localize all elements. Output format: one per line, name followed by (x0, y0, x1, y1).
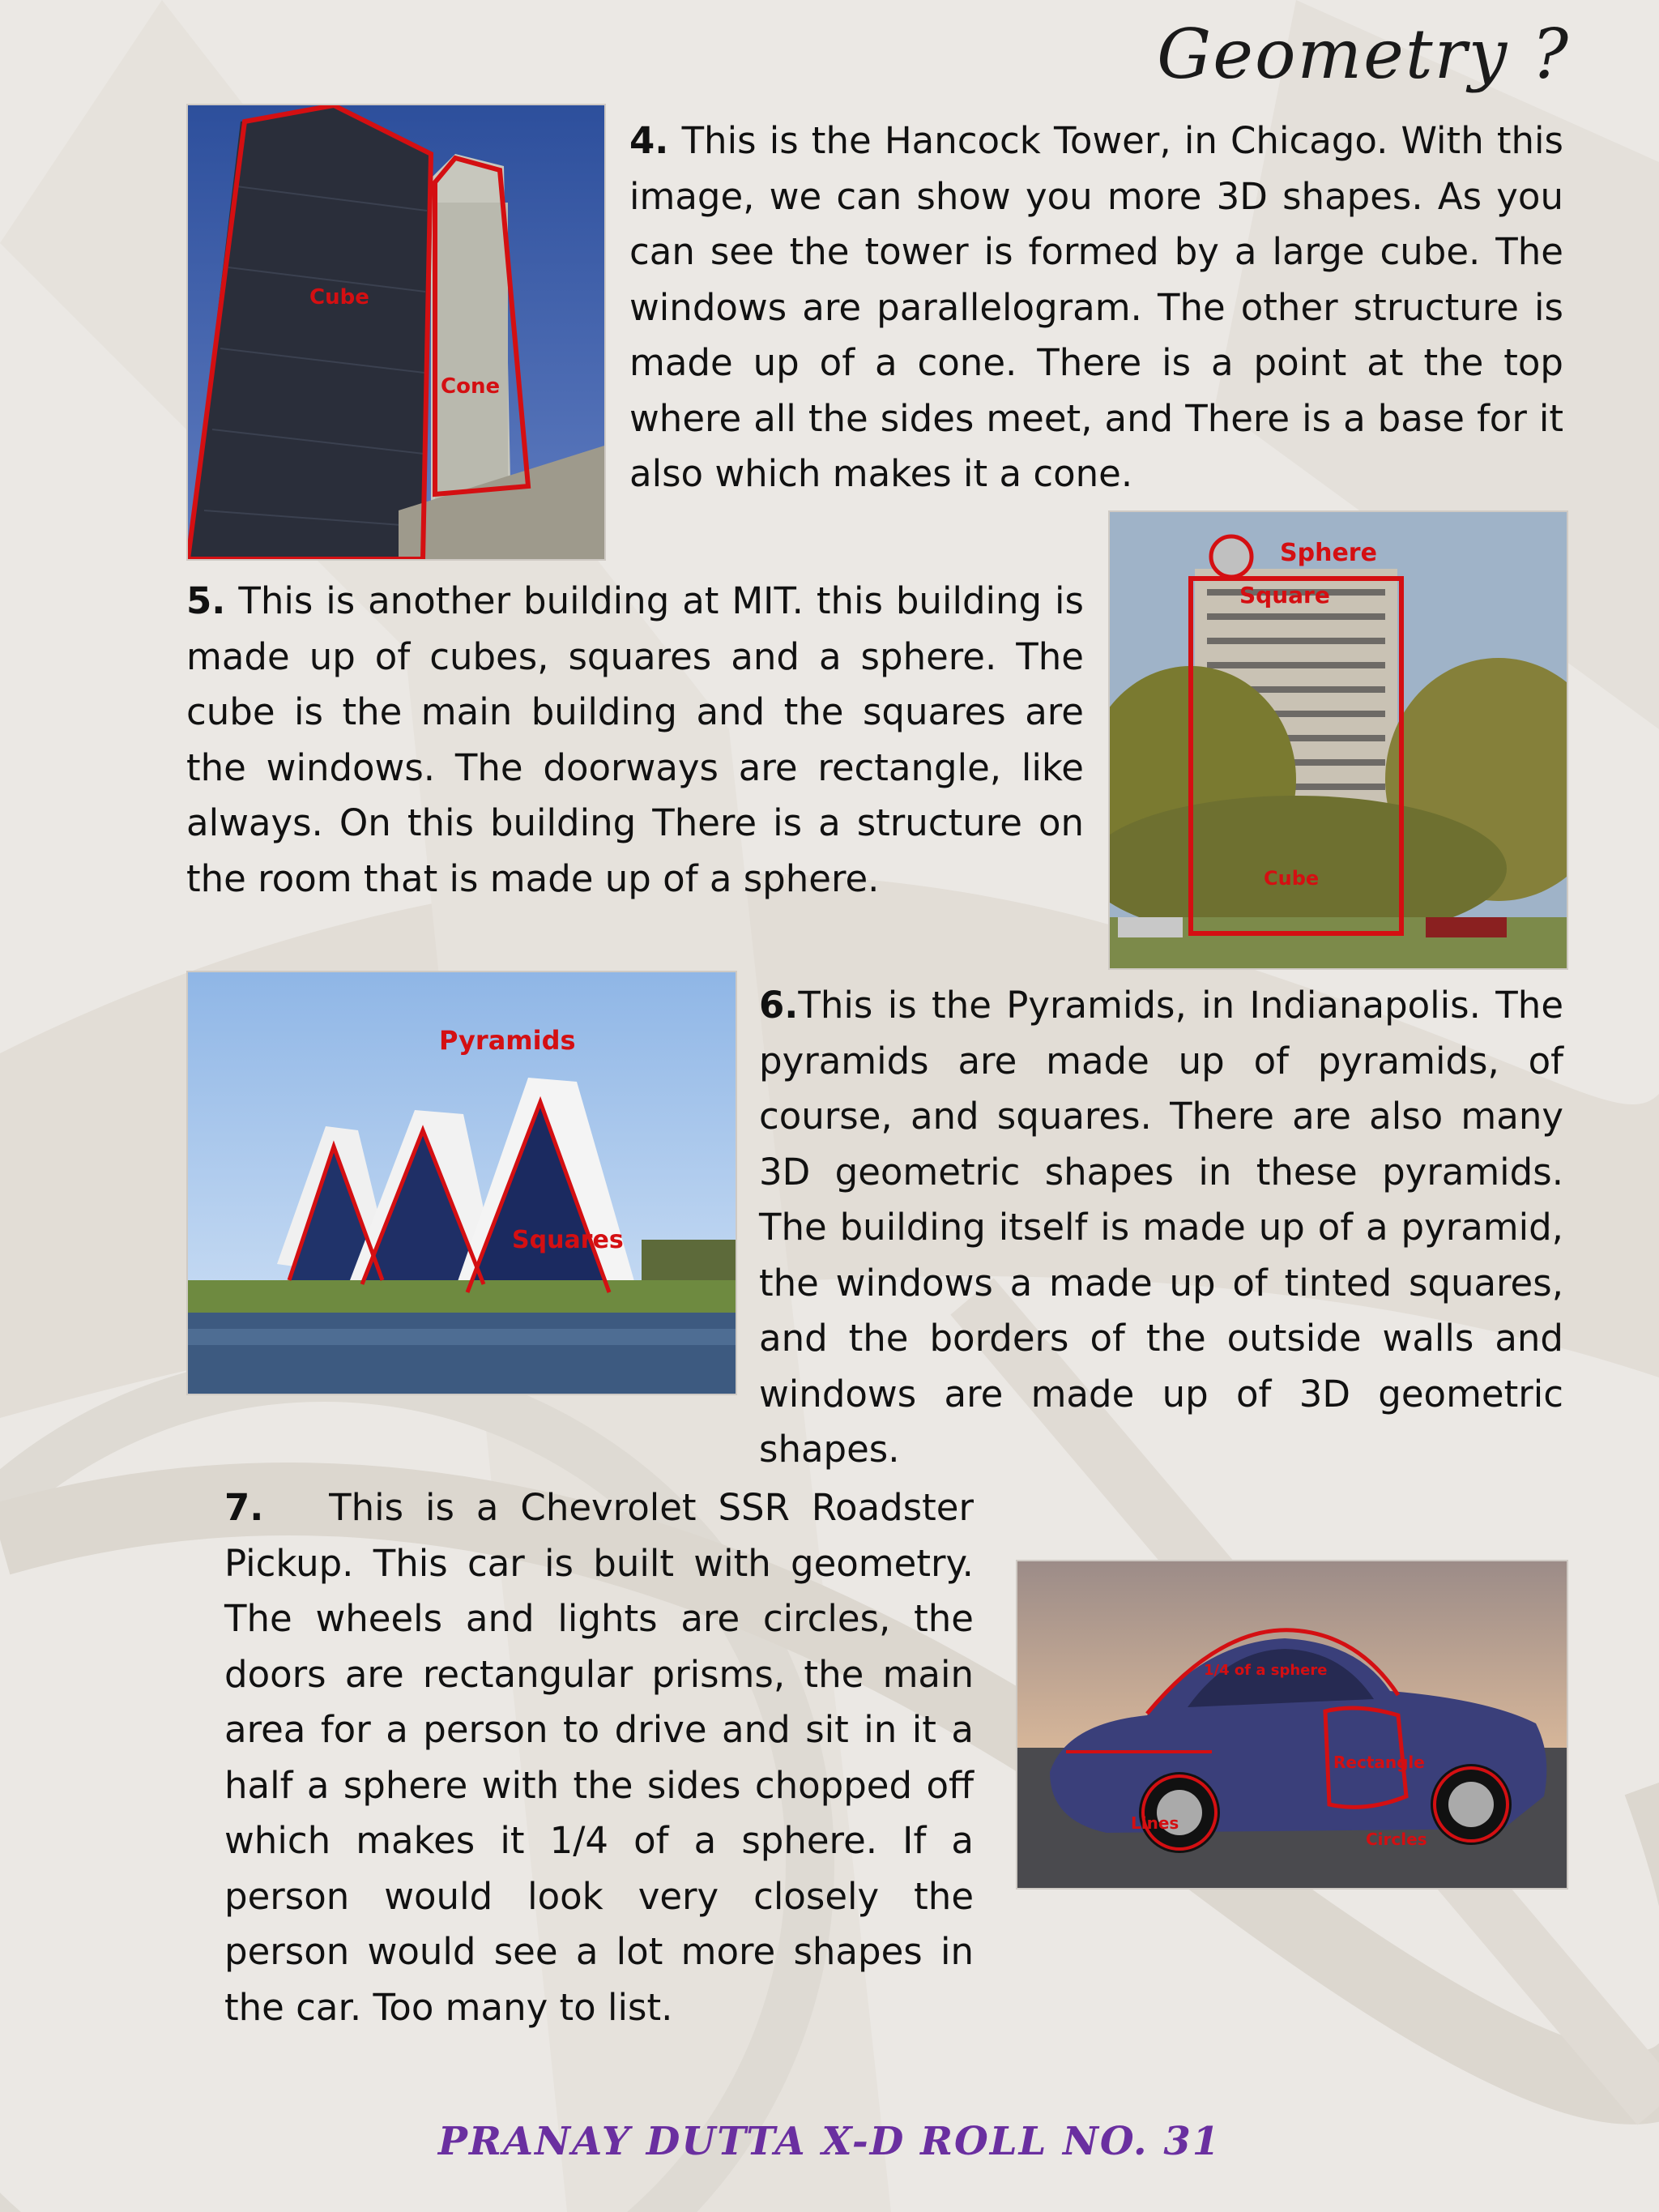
section-5-number: 5. (186, 579, 226, 622)
pyramids-label: Pyramids (439, 1025, 576, 1056)
sphere-label: Sphere (1280, 539, 1377, 567)
section-6-number: 6. (759, 984, 799, 1027)
lines-label: Lines (1131, 1813, 1179, 1833)
cone-label: Cone (441, 374, 501, 399)
section-5-paragraph (186, 574, 1084, 907)
chevrolet-ssr-photo (1016, 1560, 1568, 1890)
rectangle-label: Rectangle (1333, 1753, 1425, 1772)
section-5-text: This is another building at MIT. this building is made up of cubes, squares and a sphere. The cube is the main building and the squares are the windows. The doorways are rectangle, like always. On this building There is a structure on the room that is made up of a sphere. (186, 579, 1084, 900)
section-6-text: This is the Pyramids, in Indianapolis. The pyramids are made up of pyramids, of course, and squares. There are also many 3D geometric shapes in these pyramids. The building itself is made up of a pyramid, the windows a made up of tinted squares, and the borders of the outside walls and windows are made up of 3D geometric shapes. (759, 984, 1563, 1471)
square-label: Square (1239, 582, 1330, 609)
section-7-text: This is a Chevrolet SSR Roadster Pickup. This car is built with geometry. The wheels and lights are circles, the doors are rectangular prisms, the main area for a person to drive and sit in it a half a sphere with the sides chopped off which makes it 1/4 of a sphere. If a person would look very closely the person would see a lot more shapes in the car. Too many to list. (224, 1486, 974, 2029)
section-7-paragraph (224, 1480, 974, 2035)
quarter-sphere-label: 1/4 of a sphere (1204, 1662, 1328, 1679)
page-title: Geometry ? (1157, 15, 1570, 94)
squares-label: Squares (512, 1226, 624, 1254)
cube-label-2: Cube (1264, 867, 1320, 890)
pyramids-photo (186, 971, 737, 1395)
author-footer: PRANAY DUTTA X-D ROLL NO. 31 (437, 2119, 1222, 2164)
section-7-number: 7. (224, 1486, 264, 1529)
cube-label: Cube (309, 285, 369, 310)
section-4-paragraph (629, 113, 1563, 502)
circles-label: Circles (1366, 1830, 1427, 1849)
section-4-text: This is the Hancock Tower, in Chicago. With this image, we can show you more 3D shapes. As you can see the tower is formed by a large cube. The windows are parallelogram. The other structure is made up of a cone. There is a point at the top where all the sides meet, and There is a base for it also which makes it a cone. (629, 119, 1563, 495)
section-6-paragraph (759, 978, 1563, 1478)
hancock-tower-photo (186, 104, 606, 561)
mit-building-photo (1108, 510, 1568, 970)
section-4-number: 4. (629, 119, 669, 162)
